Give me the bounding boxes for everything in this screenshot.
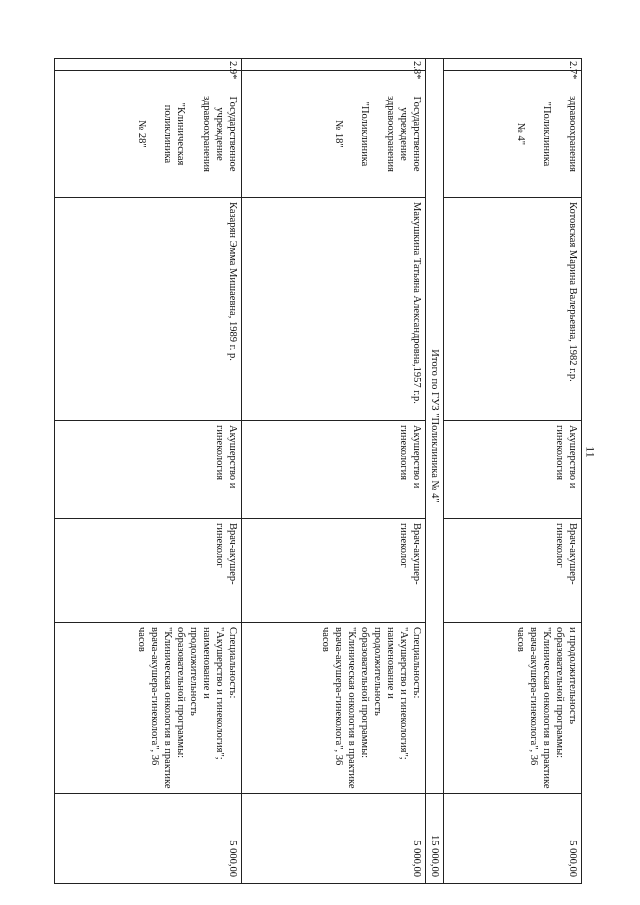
subtotal-row <box>426 59 444 884</box>
position-cell: Врач-акушер-гинеколог <box>444 519 582 623</box>
table-row <box>444 59 582 884</box>
amount-cell: 5 000,00 <box>444 794 582 884</box>
specialty-cell: Акушерство и гинекология <box>444 421 582 519</box>
person-name-cell: Макушкина Татьяна Александровна,1957 г.р. <box>242 198 426 421</box>
page-number: 11 <box>583 446 598 458</box>
table-row <box>55 59 242 884</box>
specialty-cell: Акушерство и гинекология <box>55 421 242 519</box>
person-name-cell: Казарян Эмма Мишаевна, 1989 г. р. <box>55 198 242 421</box>
amount-cell: 5 000,00 <box>55 794 242 884</box>
table-row <box>242 59 426 884</box>
subtotal-amount: 15 000,00 <box>426 794 444 884</box>
program-cell: Специальность: "Акушерство и гинекология"; наименование и продолжительность образовательной программы: "Клиническая онкология в практике врача-акушера-гинеколога", 36 часов <box>242 623 426 794</box>
program-cell: Специальность: "Акушерство и гинекология"; наименование и продолжительность образовательной программы: "Клиническая онкология в практике врача-акушера-гинеколога", 36 часов <box>55 623 242 794</box>
organization-cell: Государственное учреждение здравоохранения "Клиническая поликлиника № 28" <box>55 71 242 198</box>
table-container <box>61 58 582 883</box>
row-number: 2.7* <box>444 59 582 71</box>
program-cell: и продолжительность образовательной программы: "Клиническая онкология в практике врача-акушера-гинеколога", 36 часов <box>444 623 582 794</box>
specialty-cell: Акушерство и гинекология <box>242 421 426 519</box>
position-cell: Врач-акушер-гинеколог <box>242 519 426 623</box>
organization-cell: Государственное учреждение здравоохранения "Поликлиника № 18" <box>242 71 426 198</box>
row-number: 2.9* <box>55 59 242 71</box>
amount-cell: 5 000,00 <box>242 794 426 884</box>
records-table <box>54 58 582 884</box>
organization-cell: здравоохранения "Поликлиника № 4" <box>444 71 582 198</box>
person-name-cell: Котовская Марина Валерьевна, 1982 г.р. <box>444 198 582 421</box>
subtotal-label: Итого по ГУЗ "Поликлиника № 4" <box>426 59 444 794</box>
position-cell: Врач-акушер-гинеколог <box>55 519 242 623</box>
row-number: 2.8* <box>242 59 426 71</box>
